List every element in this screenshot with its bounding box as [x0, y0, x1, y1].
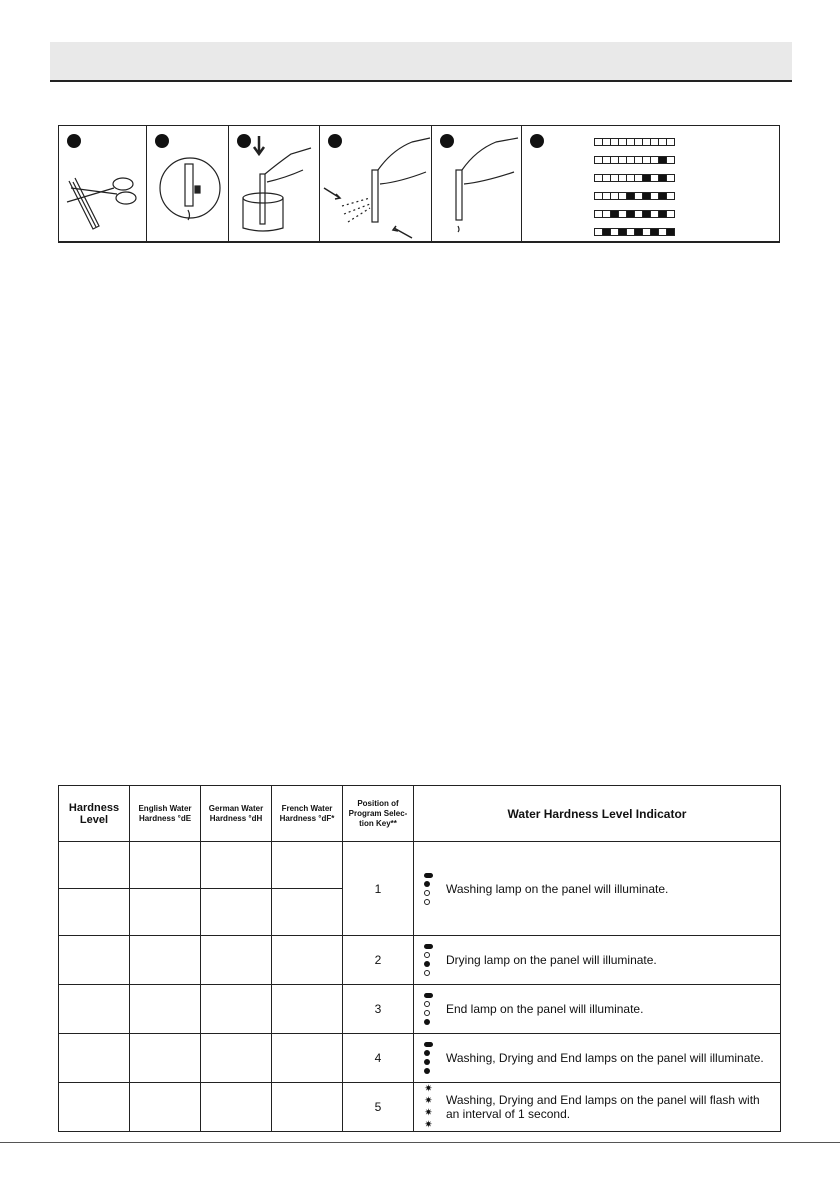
cell-position: 4 [343, 1034, 414, 1083]
cell-english [130, 936, 201, 985]
strip-row-level-2 [594, 156, 674, 164]
lamp-flash-icon: ✷ [424, 1119, 433, 1131]
tap-detail-icon [147, 126, 229, 242]
indicator-lamps [424, 873, 433, 905]
header-french-hardness: French Water Hardness °dF* [272, 786, 343, 842]
lamp-off-icon [424, 952, 430, 958]
lamp-bar-icon [424, 873, 433, 878]
indicator-lamps [424, 1042, 433, 1074]
cell-german [201, 1083, 272, 1132]
cell-hardness-level [59, 889, 130, 936]
strip-row-level-4 [594, 192, 674, 200]
cell-german [201, 1034, 272, 1083]
step-1-scissors [59, 126, 147, 241]
cell-french [272, 1034, 343, 1083]
cell-french [272, 889, 343, 936]
table-row [59, 842, 781, 889]
cell-indicator [414, 842, 781, 936]
lamp-flash-icon: ✷ [424, 1107, 433, 1119]
header-indicator: Water Hardness Level Indicator [414, 786, 781, 842]
table-row [59, 936, 781, 985]
glass-and-strip-icon [229, 126, 321, 242]
table-row [59, 985, 781, 1034]
cell-english [130, 985, 201, 1034]
lamp-off-icon [424, 970, 430, 976]
cell-position: 2 [343, 936, 414, 985]
cell-indicator [414, 1034, 781, 1083]
lamp-bar-icon [424, 1042, 433, 1047]
cell-english [130, 1034, 201, 1083]
header-hardness-level: Hardness Level [59, 786, 130, 842]
strip-row-level-5 [594, 210, 674, 218]
cell-english [130, 1083, 201, 1132]
strip-row-level-6 [594, 228, 674, 236]
lamp-off-icon [424, 890, 430, 896]
hand-shaking-strip-icon [320, 126, 432, 242]
step-4-shake [320, 126, 432, 241]
step-2-tap [147, 126, 229, 241]
cell-position: 1 [343, 842, 414, 936]
indicator-text: End lamp on the panel will illuminate. [446, 1002, 644, 1016]
indicator-lamps [424, 993, 433, 1025]
cell-indicator [414, 985, 781, 1034]
cell-french [272, 842, 343, 889]
cell-hardness-level [59, 985, 130, 1034]
table-row [59, 1083, 781, 1132]
indicator-text: Washing, Drying and End lamps on the panel will flash with an interval of 1 second. [446, 1093, 760, 1121]
indicator-text: Washing, Drying and End lamps on the panel will illuminate. [446, 1051, 764, 1065]
lamp-flash-icon: ✷ [424, 1083, 433, 1095]
test-strip-steps-illustration [58, 125, 780, 243]
lamp-off-icon [424, 1001, 430, 1007]
indicator-text: Drying lamp on the panel will illuminate. [446, 953, 657, 967]
cell-german [201, 936, 272, 985]
lamp-off-icon [424, 1010, 430, 1016]
cell-english [130, 842, 201, 889]
header-position: Position of Program Selec-tion Key** [343, 786, 414, 842]
indicator-lamps [424, 944, 433, 976]
cell-english [130, 889, 201, 936]
lamp-bar-icon [424, 944, 433, 949]
scissors-icon [59, 126, 147, 242]
step-marker [530, 134, 544, 148]
strip-row-level-3 [594, 174, 674, 182]
step-5-wait [432, 126, 522, 241]
footer-rule [0, 1142, 840, 1143]
cell-indicator [414, 936, 781, 985]
cell-position: 3 [343, 985, 414, 1034]
cell-german [201, 985, 272, 1034]
step-6-color-strips [522, 126, 779, 241]
cell-position: 5 [343, 1083, 414, 1132]
hand-holding-strip-icon [432, 126, 522, 242]
lamp-off-icon [424, 899, 430, 905]
cell-hardness-level [59, 842, 130, 889]
lamp-bar-icon [424, 993, 433, 998]
lamp-on-icon [424, 1068, 430, 1074]
indicator-text: Washing lamp on the panel will illuminate. [446, 881, 669, 896]
cell-indicator [414, 1083, 781, 1132]
lamp-on-icon [424, 961, 430, 967]
step-3-dip [229, 126, 321, 241]
cell-german [201, 842, 272, 889]
cell-french [272, 1083, 343, 1132]
lamp-on-icon [424, 1050, 430, 1056]
cell-hardness-level [59, 936, 130, 985]
table-header-row [59, 786, 781, 842]
cell-french [272, 985, 343, 1034]
lamp-on-icon [424, 1059, 430, 1065]
lamp-flash-icon: ✷ [424, 1095, 433, 1107]
cell-german [201, 889, 272, 936]
cell-french [272, 936, 343, 985]
section-header-bar [50, 42, 792, 82]
indicator-lamps [424, 1085, 433, 1130]
lamp-on-icon [424, 881, 430, 887]
strip-row-level-1 [594, 138, 674, 146]
table-row [59, 1034, 781, 1083]
header-english-hardness: English Water Hardness °dE [130, 786, 201, 842]
header-german-hardness: German Water Hardness °dH [201, 786, 272, 842]
lamp-on-icon [424, 1019, 430, 1025]
water-hardness-table [58, 785, 781, 1132]
cell-hardness-level [59, 1034, 130, 1083]
cell-hardness-level [59, 1083, 130, 1132]
